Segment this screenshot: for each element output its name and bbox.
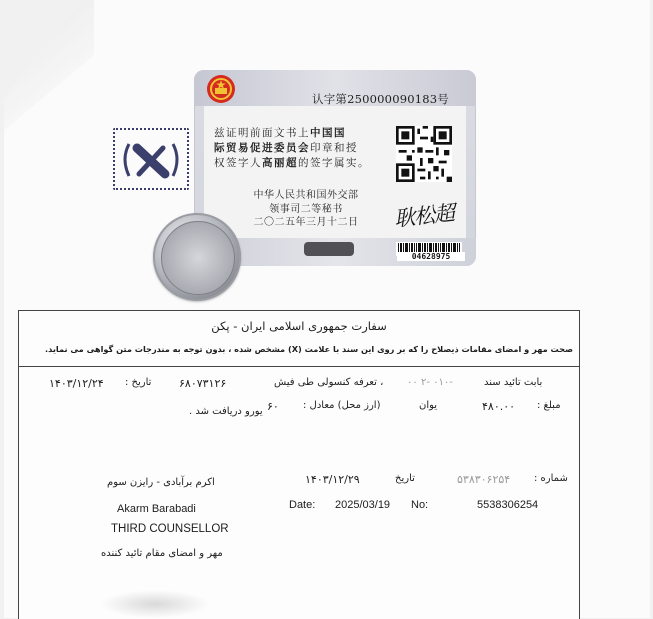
consular-fee-label: ، تعرفه کنسولی طی فیش [274, 377, 384, 388]
local-equivalent-value: ۶۰ [267, 400, 279, 413]
amount-value: ۴۸۰.۰۰ [482, 400, 516, 413]
date-value-fa: ۱۴۰۳/۱۲/۲۹ [305, 473, 360, 486]
embossed-seal [153, 213, 241, 301]
issuer-title: 领事司二等秘书 [269, 203, 343, 215]
currency-label: یوان [419, 400, 438, 411]
verification-notice: صحت مهر و امضای مقامات ذیصلاح را که بر روی این سند با علامت (X) مشخص شده ، بدون توجه به مندرجات متن گواهی می نماید. [45, 344, 573, 354]
fee-date-value: ۱۴۰۳/۱۲/۲۴ [49, 377, 104, 390]
date-value-en: 2025/03/19 [335, 499, 391, 511]
number-value-en: 5538306254 [477, 499, 539, 511]
officer-name-en: Akarm Barabadi [117, 503, 196, 515]
page-fold [4, 0, 94, 140]
number-label-fa: شماره : [534, 473, 568, 484]
embassy-title: سفارت جمهوری اسلامی ایران - پکن [211, 319, 387, 333]
hologram-chip [304, 242, 354, 256]
auth-text-line2-bold: 际贸易促进委员会 [214, 142, 310, 154]
number-value-fa: ۵۳۸۳۰۶۲۵۴ [457, 473, 511, 486]
authentication-text [214, 126, 390, 171]
national-emblem-icon [206, 74, 236, 104]
certificate-number: 认字第250000090183号 [312, 92, 449, 106]
received-note: یورو دریافت شد . [189, 406, 263, 417]
officer-title-en: THIRD COUNSELLOR [111, 523, 229, 535]
qr-code-icon [396, 126, 452, 182]
amount-label: مبلغ : [537, 400, 561, 411]
auth-text-line1: 兹证明前面文书上 [214, 127, 310, 139]
date-label-fa: تاریخ [395, 473, 415, 484]
auth-text-line1-bold: 中国国 [310, 127, 346, 139]
auth-text-line2: 印章和授 [310, 142, 358, 154]
embassy-form-body [18, 366, 580, 619]
officer-name-fa: اکرم برآبادی - رایزن سوم [107, 477, 215, 488]
date-label-en: Date: [289, 499, 316, 511]
x-mark-stamp [113, 128, 189, 190]
regarding-label: بابت تائید سند [484, 377, 543, 388]
regarding-value: -٠١٠ -٢ ٠٠ [407, 377, 453, 388]
x-mark-icon [115, 130, 187, 188]
local-equivalent-label: (ارز محل) معادل : [303, 400, 381, 411]
official-signature: 耿松超 [393, 200, 456, 232]
embossed-seal-emblem-icon [161, 221, 235, 295]
issuer-ministry: 中华人民共和国外交部 [253, 190, 359, 201]
issuer-date: 二〇二五年三月十二日 [253, 217, 359, 228]
fee-receipt-number: ۶۸۰۷۳۱۲۶ [179, 377, 227, 390]
auth-text-line3b: 的签字属实。 [298, 157, 370, 169]
barcode-number: 04628975 [397, 252, 465, 261]
issuer-block [236, 189, 376, 230]
fee-date-label: تاریخ : [125, 377, 152, 388]
auth-text-line3a: 权签字人 [214, 157, 262, 169]
auth-text-line3-bold: 高丽超 [262, 157, 298, 169]
number-label-en: No: [411, 499, 429, 511]
seal-caption: مهر و امضای مقام تائید کننده [101, 548, 223, 559]
seal-smudge [100, 590, 210, 618]
embassy-form-header [18, 310, 580, 367]
